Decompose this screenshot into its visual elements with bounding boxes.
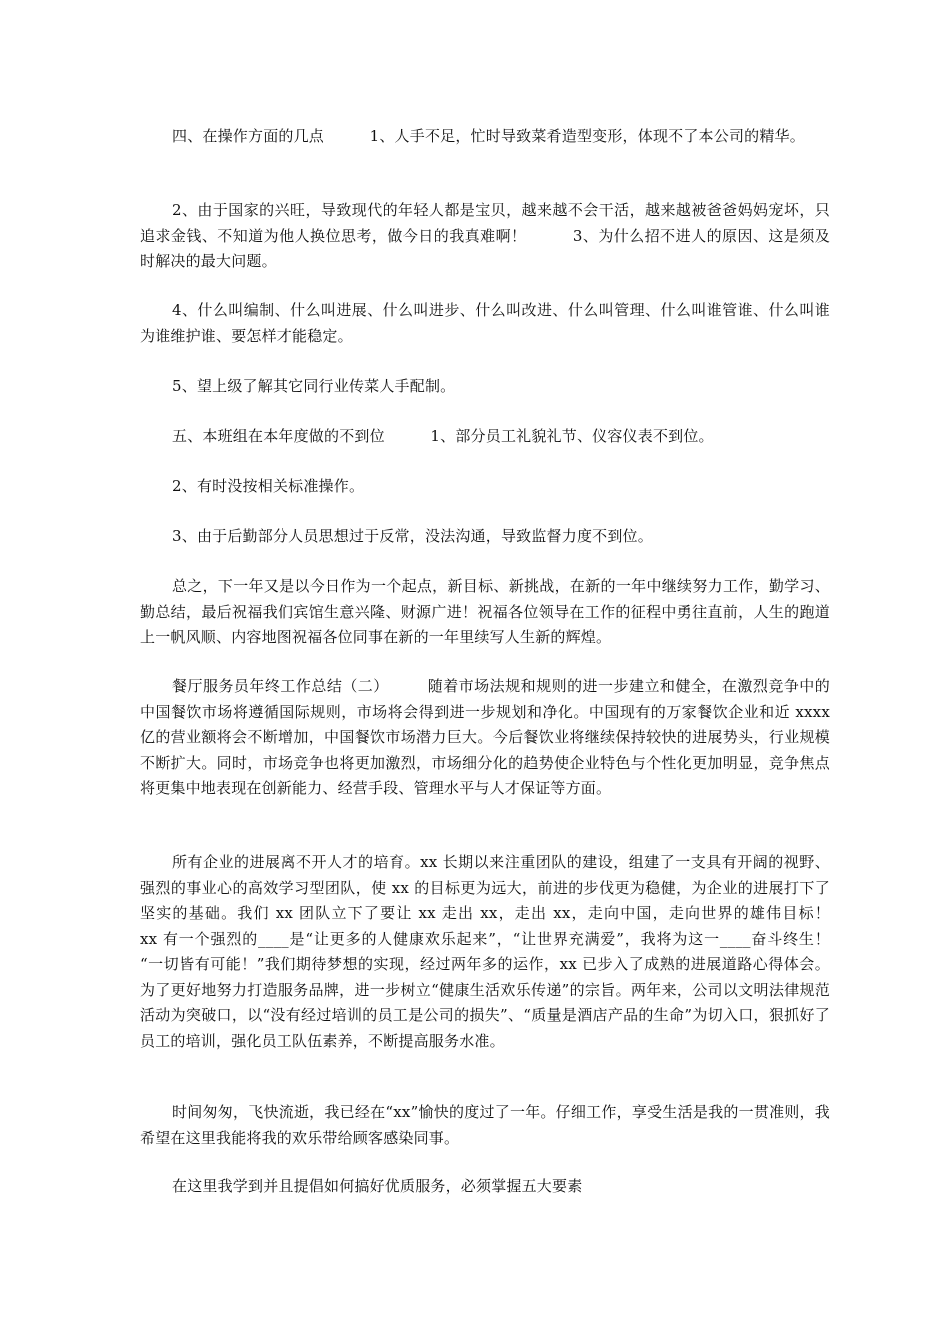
paragraph-young-workers: 2、由于国家的兴旺，导致现代的年轻人都是宝贝，越来越不会干活，越来越被爸爸妈妈宠坏，只追求金钱、不知道为他人换位思考，做今日的我真难啊！ 3、为什么招不进人的原因、这是须及时解决的最大问题。 xyxy=(140,201,830,270)
paragraph-quality-service: 在这里我学到并且提倡如何搞好优质服务，必须掌握五大要素 xyxy=(172,1177,583,1195)
paragraph-supervision: 3、由于后勤部分人员思想过于反常，没法沟通，导致监督力度不到位。 xyxy=(172,527,653,545)
paragraph-time-passes: 时间匆匆，飞快流逝，我已经在“xx”愉快的度过了一年。仔细工作，享受生活是我的一贯准则，我希望在这里我能将我的欢乐带给顾客感染同事。 xyxy=(140,1103,830,1147)
paragraph-team-shortcomings: 五、本班组在本年度做的不到位 1、部分员工礼貌礼节、仪容仪表不到位。 xyxy=(172,427,714,445)
paragraph-talent-development: 所有企业的进展离不开人才的培育。xx 长期以来注重团队的建设，组建了一支具有开阔的视野、强烈的事业心的高效学习型团队，使 xx 的目标更为远大，前进的步伐更为稳健，为企业的进展打下了坚实的基础。我们 xx 团队立下了要让 xx 走出 xx，走出 xx，走向中国，走向世界的雄伟目标！ xx 有一个强烈的____是“让更多的人健康欢乐起来”，“让世界充满爱”，我将为这一____奋斗终生！ “一切皆有可能！”我们期待梦想的实现，经过两年多的运作，xx 已步入了成熟的进展道路心得体会。为了更好地努力打造服务品牌，进一步树立“健康生活欢乐传递”的宗旨。两年来，公司以文明法律规范活动为突破口，以“没有经过培训的员工是公司的损失”、“质量是酒店产品的生命”为切入口，狠抓好了员工的培训，强化员工队伍素养，不断提高服务水准。 xyxy=(140,853,876,1050)
paragraph-summary-two-intro: 餐厅服务员年终工作总结（二） 随着市场法规和规则的进一步建立和健全，在激烈竞争中的中国餐饮市场将遵循国际规则，市场将会得到进一步规划和净化。中国现有的万家餐饮企业和近 xxxx 亿的营业额将会不断增加，中国餐饮市场潜力巨大。今后餐饮业将继续保持较快的进展势头，行业规模不断扩大。同时，市场竞争也将更加激烈，市场细分化的趋势使企业特色与个性化更加明显，竞争焦点将更集中地表现在创新能力、经营手段、管理水平与人才保证等方面。 xyxy=(140,677,835,797)
paragraph-management-questions: 4、什么叫编制、什么叫进展、什么叫进步、什么叫改进、什么叫管理、什么叫谁管谁、什么叫谁为谁维护谁、要怎样才能稳定。 xyxy=(140,301,830,345)
paragraph-staffing-request: 5、望上级了解其它同行业传菜人手配制。 xyxy=(172,377,456,395)
paragraph-standard-operation: 2、有时没按相关标准操作。 xyxy=(172,477,365,495)
paragraph-conclusion: 总之，下一年又是以今日作为一个起点，新目标、新挑战，在新的一年中继续努力工作，勤学习、勤总结，最后祝福我们宾馆生意兴隆、财源广进！祝福各位领导在工作的征程中勇往直前，人生的跑道上一帆风顺、内容地图祝福各位同事在新的一年里续写人生新的辉煌。 xyxy=(140,577,830,646)
paragraph-operation-issues: 四、在操作方面的几点 1、人手不足，忙时导致菜肴造型变形，体现不了本公司的精华。 xyxy=(172,127,805,145)
